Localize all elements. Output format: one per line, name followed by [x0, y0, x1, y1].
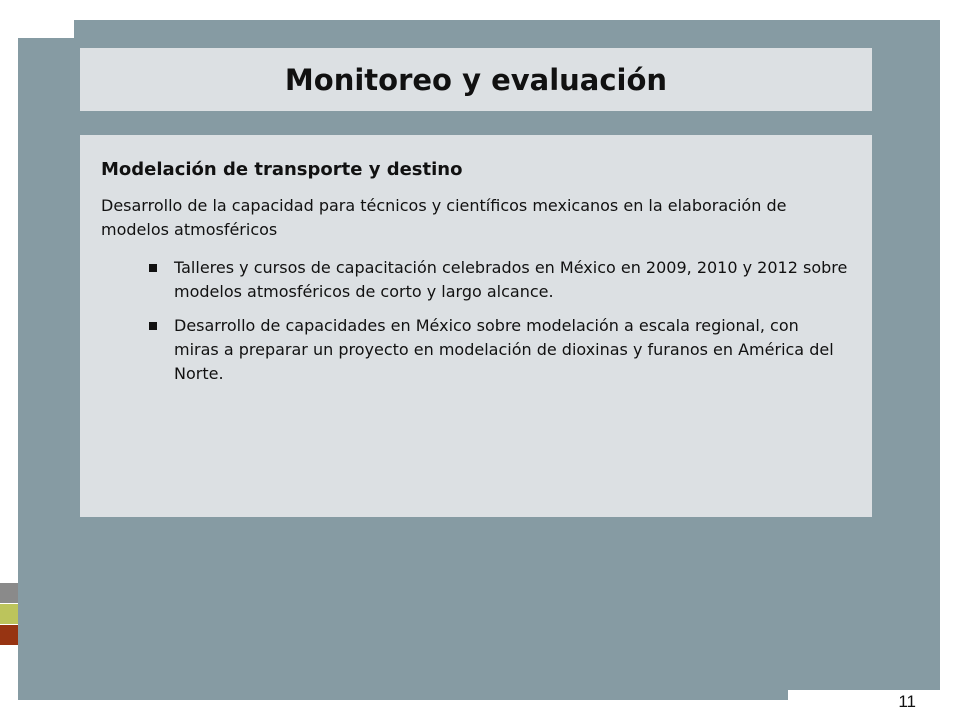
- section-subtitle: Modelación de transporte y destino: [101, 159, 463, 180]
- bullet-list: [101, 256, 848, 386]
- accent-bar-gray: [0, 583, 18, 603]
- slide-frame-left: [18, 38, 78, 700]
- lead-paragraph: Desarrollo de la capacidad para técnicos y científicos mexicanos en la elaboración de modelos atmosféricos: [101, 196, 787, 239]
- accent-bar-green: [0, 604, 18, 624]
- page-number: 11: [898, 692, 916, 711]
- bullet-text: Talleres y cursos de capacitación celebrados en México en 2009, 2010 y 2012 sobre modelos atmosféricos de corto y largo alcance.: [174, 258, 848, 301]
- slide-frame-bottom: [18, 686, 788, 700]
- bullet-item: [101, 256, 848, 304]
- bullet-item: [101, 314, 848, 386]
- square-bullet-icon: [149, 322, 157, 330]
- accent-bar-brown: [0, 625, 18, 645]
- slide-title: Monitoreo y evaluación: [284, 62, 668, 97]
- bullet-text: Desarrollo de capacidades en México sobre modelación a escala regional, con miras a preparar un proyecto en modelación de dioxinas y furanos en América del Norte.: [174, 316, 834, 383]
- square-bullet-icon: [149, 264, 157, 272]
- content-panel: [80, 135, 872, 517]
- title-panel: [80, 48, 872, 111]
